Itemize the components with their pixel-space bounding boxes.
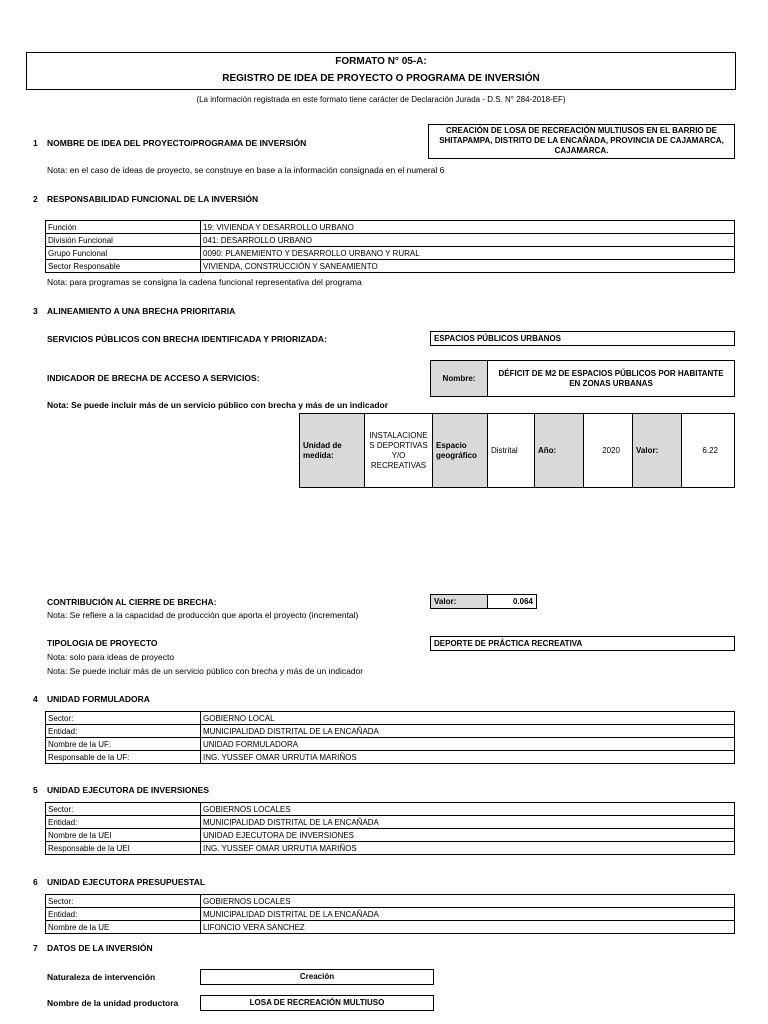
row-value: GOBIERNOS LOCALES [201, 895, 735, 908]
contribucion-valor: 0.064 [487, 594, 537, 609]
row-key: Entidad: [46, 908, 201, 921]
section-6-number: 6 [33, 877, 38, 887]
unidad-medida-value: INSTALACIONE S DEPORTIVAS Y/O RECREATIVAS [364, 413, 433, 488]
section-3-note-3: Nota: Se puede incluir más de un servicio público con brecha y más de un indicador [47, 666, 364, 676]
row-key: Sector: [46, 895, 201, 908]
responsabilidad-table [45, 220, 735, 273]
contribucion-note: Nota: Se refiere a la capacidad de producción que aporta el proyecto (incremental) [47, 610, 359, 620]
table-row [46, 829, 735, 842]
project-name-value: CREACIÓN DE LOSA DE RECREACIÓN MULTIUSOS EN EL BARRIO DE SHITAPAMPA, DISTRITO DE LA ENCAÑADA, PROVINCIA DE CAJAMARCA, CAJAMARCA. [439, 126, 724, 155]
table-row [46, 221, 735, 234]
section-3-note-2: Nota: solo para ideas de proyecto [47, 652, 175, 662]
row-value: GOBIERNO LOCAL [201, 712, 735, 725]
table-row [46, 908, 735, 921]
espacio-geografico-label: Espacio geográfico [432, 413, 488, 488]
row-key: Grupo Funcional [46, 247, 201, 260]
unidad-productora-value: LOSA DE RECREACIÓN MULTIUSO [200, 995, 434, 1011]
subtitle: (La información registrada en este formato tiene carácter de Declaración Jurada - D.S. N° 284-2018-EF) [196, 95, 566, 104]
row-key: Función [46, 221, 201, 234]
row-value: UNIDAD EJECUTORA DE INVERSIONES [201, 829, 735, 842]
table-row [46, 803, 735, 816]
nombre-label: Nombre: [430, 360, 488, 397]
row-key: Entidad: [46, 725, 201, 738]
table-row [46, 260, 735, 273]
unidad-productora-label: Nombre de la unidad productora [47, 998, 179, 1008]
section-3-label: ALINEAMIENTO A UNA BRECHA PRIORITARIA [47, 306, 236, 316]
table-row [46, 234, 735, 247]
section-2-number: 2 [33, 194, 38, 204]
servicios-label: SERVICIOS PÚBLICOS CON BRECHA IDENTIFICADA Y PRIORIZADA: [47, 334, 327, 344]
section-1-label: NOMBRE DE IDEA DEL PROYECTO/PROGRAMA DE INVERSIÓN [47, 138, 307, 148]
table-row [46, 725, 735, 738]
page-title: REGISTRO DE IDEA DE PROYECTO O PROGRAMA DE INVERSIÓN [222, 73, 540, 84]
table-row [46, 921, 735, 934]
section-2-note: Nota: para programas se consigna la cadena funcional representativa del programa [47, 277, 362, 287]
row-key: Nombre de la UE [46, 921, 201, 934]
table-row [46, 738, 735, 751]
row-value: UNIDAD FORMULADORA [201, 738, 735, 751]
section-4-number: 4 [33, 694, 38, 704]
section-7-label: DATOS DE LA INVERSIÓN [47, 943, 153, 953]
row-value: ING. YUSSEF OMAR URRUTIA MARIÑOS [201, 751, 735, 764]
section-6-label: UNIDAD EJECUTORA PRESUPUESTAL [47, 877, 206, 887]
section-7-number: 7 [33, 943, 38, 953]
section-5-label: UNIDAD EJECUTORA DE INVERSIONES [47, 785, 209, 795]
section-4-label: UNIDAD FORMULADORA [47, 694, 150, 704]
unidad-formuladora-table [45, 711, 735, 764]
indicador-value: DÉFICIT DE M2 DE ESPACIOS PÚBLICOS POR HABITANTE EN ZONAS URBANAS [487, 360, 735, 397]
table-row [46, 751, 735, 764]
row-key: Sector: [46, 803, 201, 816]
row-key: Sector: [46, 712, 201, 725]
tipologia-value: DEPORTE DE PRÁCTICA RECREATIVA [430, 636, 735, 651]
valor-label: Valor: [632, 413, 682, 488]
row-value: VIVIENDA, CONSTRUCCIÓN Y SANEAMIENTO [201, 260, 735, 273]
row-value: MUNICIPALIDAD DISTRITAL DE LA ENCAÑADA [201, 816, 735, 829]
contribucion-label: CONTRIBUCIÓN AL CIERRE DE BRECHA: [47, 597, 217, 607]
naturaleza-value: Creación [200, 969, 434, 985]
unidad-medida-label: Unidad de medida: [299, 413, 365, 488]
anio-value: 2020 [583, 413, 633, 488]
section-5-number: 5 [33, 785, 38, 795]
row-key: División Funcional [46, 234, 201, 247]
espacio-geografico-value: Distrital [487, 413, 535, 488]
tipologia-label: TIPOLOGIA DE PROYECTO [47, 638, 158, 648]
row-key: Nombre de la UF: [46, 738, 201, 751]
valor-value: 6.22 [681, 413, 735, 488]
table-row [46, 895, 735, 908]
section-2-label: RESPONSABILIDAD FUNCIONAL DE LA INVERSIÓN [47, 194, 259, 204]
servicios-value: ESPACIOS PÚBLICOS URBANOS [430, 331, 735, 346]
row-key: Entidad: [46, 816, 201, 829]
anio-label: Año: [534, 413, 584, 488]
section-1-number: 1 [33, 138, 38, 148]
section-3-number: 3 [33, 306, 38, 316]
row-value: LIFONCIO VERA SANCHEZ [201, 921, 735, 934]
row-key: Responsable de la UF: [46, 751, 201, 764]
project-name-box [428, 124, 735, 159]
row-key: Nombre de la UEI [46, 829, 201, 842]
section-3-note-1: Nota: Se puede incluir más de un servicio público con brecha y más de un indicador [47, 400, 389, 410]
row-key: Responsable de la UEI [46, 842, 201, 855]
table-row [46, 842, 735, 855]
row-value: MUNICIPALIDAD DISTRITAL DE LA ENCAÑADA [201, 908, 735, 921]
row-value: 041: DESARROLLO URBANO [201, 234, 735, 247]
row-key: Sector Responsable [46, 260, 201, 273]
row-value: 0090: PLANEMIENTO Y DESARROLLO URBANO Y RURAL [201, 247, 735, 260]
indicador-label: INDICADOR DE BRECHA DE ACCESO A SERVICIOS: [47, 373, 260, 383]
contribucion-valor-label: Valor: [430, 594, 488, 609]
unidad-presupuestal-table [45, 894, 735, 934]
naturaleza-label: Naturaleza de intervención [47, 972, 156, 982]
section-1-note: Nota: en el caso de ideas de proyecto, se construye en base a la información consignada en el numeral 6 [47, 165, 445, 175]
row-value: GOBIERNOS LOCALES [201, 803, 735, 816]
table-row [46, 816, 735, 829]
table-row [46, 712, 735, 725]
form-number: FORMATO N° 05-A: [335, 56, 427, 67]
row-value: 19: VIVIENDA Y DESARROLLO URBANO [201, 221, 735, 234]
unidad-ejecutora-table [45, 802, 735, 855]
table-row [46, 247, 735, 260]
row-value: MUNICIPALIDAD DISTRITAL DE LA ENCAÑADA [201, 725, 735, 738]
row-value: ING. YUSSEF OMAR URRUTIA MARIÑOS [201, 842, 735, 855]
